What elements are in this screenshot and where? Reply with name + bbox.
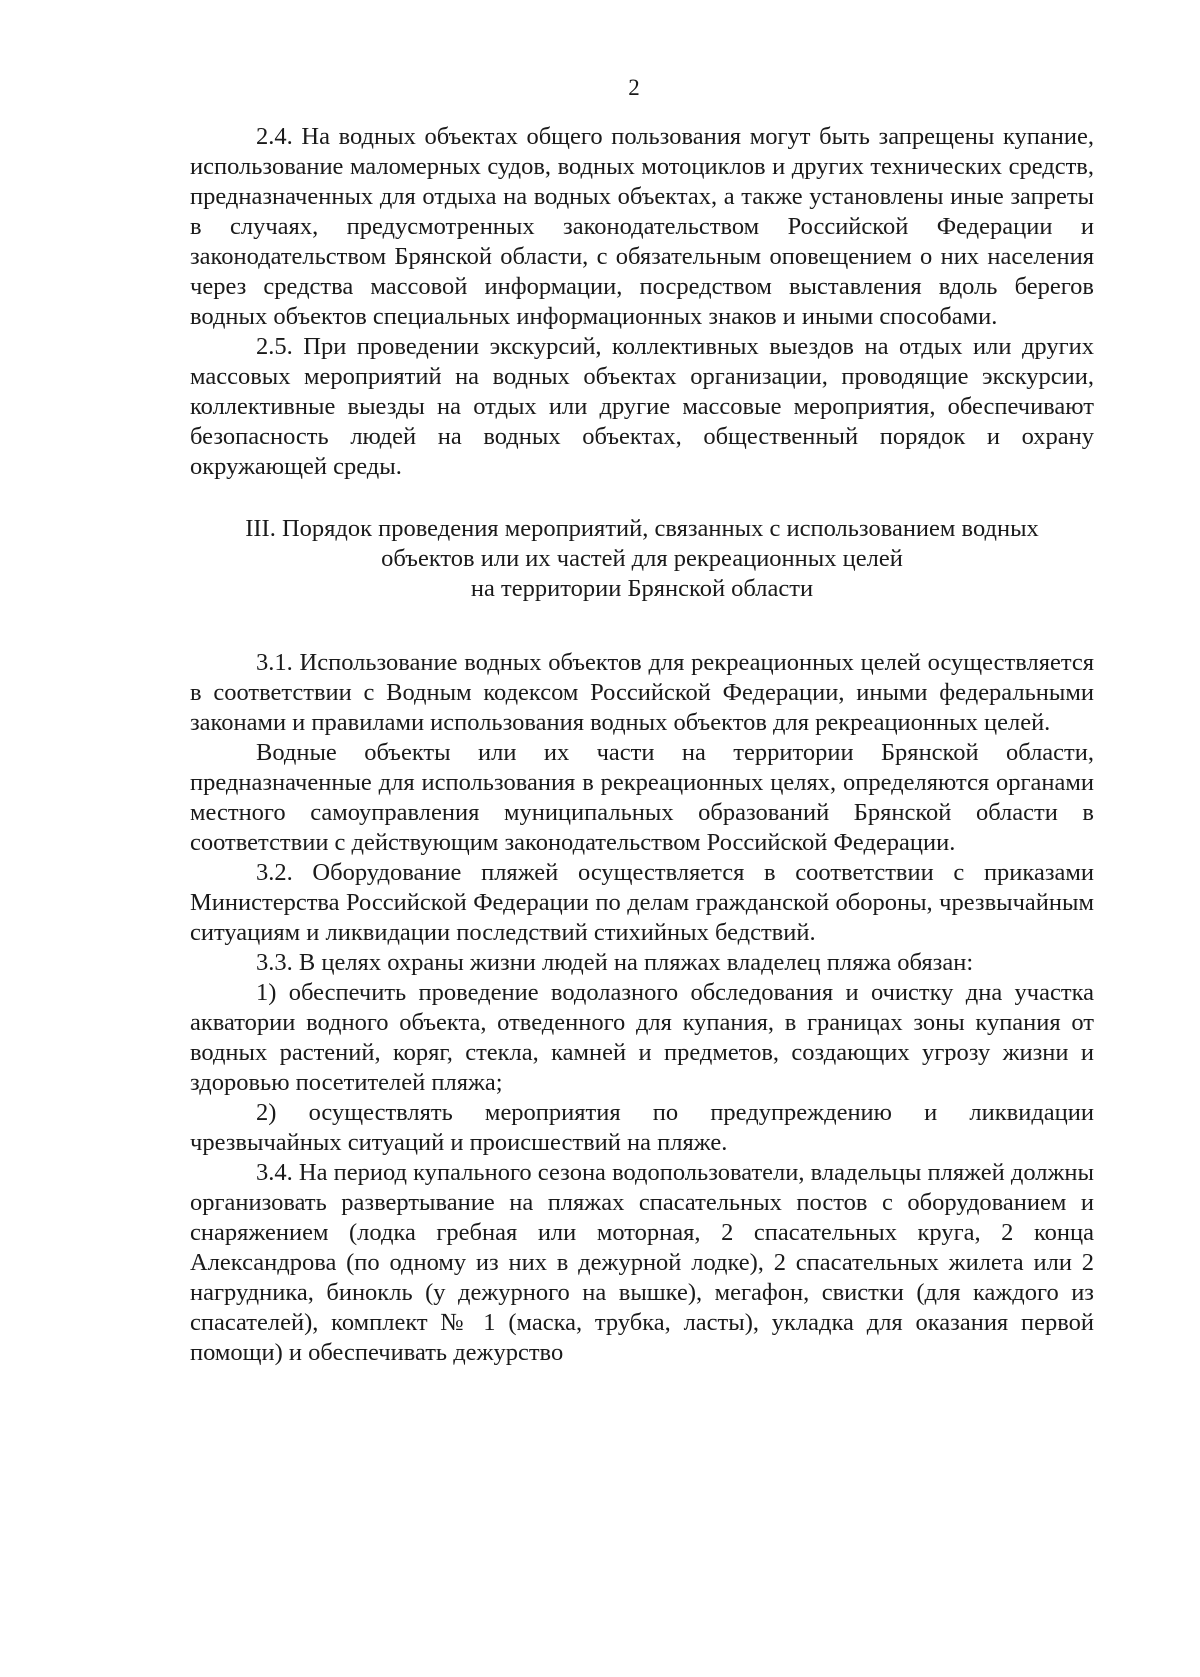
paragraph-2-5: 2.5. При проведении экскурсий, коллективных выездов на отдых или других массовых мероприятий на водных объектах организации, проводящие экскурсии, коллективные выезды на отдых или другие массовые мероприятия, обеспечивают безопасность людей на водных объектах, общественный порядок и охрану окружающей среды.: [190, 333, 1094, 480]
list-item-1: 1) обеспечить проведение водолазного обследования и очистку дна участка акватории водного объекта, отведенного для купания, в границах зоны купания от водных растений, коряг, стекла, камней и предметов, создающих угрозу жизни и здоровью посетителей пляжа;: [190, 979, 1094, 1096]
paragraph-3-3: 3.3. В целях охраны жизни людей на пляжах владелец пляжа обязан:: [256, 949, 974, 976]
section-title-line: на территории Брянской области: [470, 575, 814, 602]
paragraph-2-4: 2.4. На водных объектах общего пользования могут быть запрещены купание, использование маломерных судов, водных мотоциклов и других технических средств, предназначенных для отдыха на водных объектах, а также установлены иные запреты в случаях, предусмотренных законодательством Российской Федерации и законодательством Брянской области, с обязательным оповещением о них населения через средства массовой информации, посредством выставления вдоль берегов водных объектов специальных информационных знаков и иными способами.: [190, 123, 1094, 330]
paragraph-water-objects: Водные объекты или их части на территории Брянской области, предназначенные для использования в рекреационных целях, определяются органами местного самоуправления муниципальных образований Брянской области в соответствии с действующим законодательством Российской Федерации.: [190, 739, 1094, 856]
section-title-line: объектов или их частей для рекреационных целей: [381, 545, 903, 572]
paragraph-3-2: 3.2. Оборудование пляжей осуществляется в соответствии с приказами Министерства Российской Федерации по делам гражданской обороны, чрезвычайным ситуациям и ликвидации последствий стихийных бедствий.: [190, 859, 1094, 946]
section-title: [190, 514, 1094, 604]
page-number: 2: [628, 75, 640, 100]
list-item-2: 2) осуществлять мероприятия по предупреждению и ликвидации чрезвычайных ситуаций и происшествий на пляже.: [190, 1099, 1094, 1156]
paragraph-3-4: 3.4. На период купального сезона водопользователи, владельцы пляжей должны организовать развертывание на пляжах спасательных постов с оборудованием и снаряжением (лодка гребная или моторная, 2 спасательных круга, 2 конца Александрова (по одному из них в дежурной лодке), 2 спасательных жилета или 2 нагрудника, бинокль (у дежурного на вышке), мегафон, свистки (для каждого из спасателей), комплект № 1 (маска, трубка, ласты), укладка для оказания первой помощи) и обеспечивать дежурство: [190, 1159, 1094, 1366]
section-title-line: III. Порядок проведения мероприятий, связанных с использованием водных: [245, 515, 1039, 542]
document-body: [190, 122, 1094, 1368]
paragraph-3-1: 3.1. Использование водных объектов для рекреационных целей осуществляется в соответствии с Водным кодексом Российской Федерации, иными федеральными законами и правилами использования водных объектов для рекреационных целей.: [190, 649, 1094, 736]
